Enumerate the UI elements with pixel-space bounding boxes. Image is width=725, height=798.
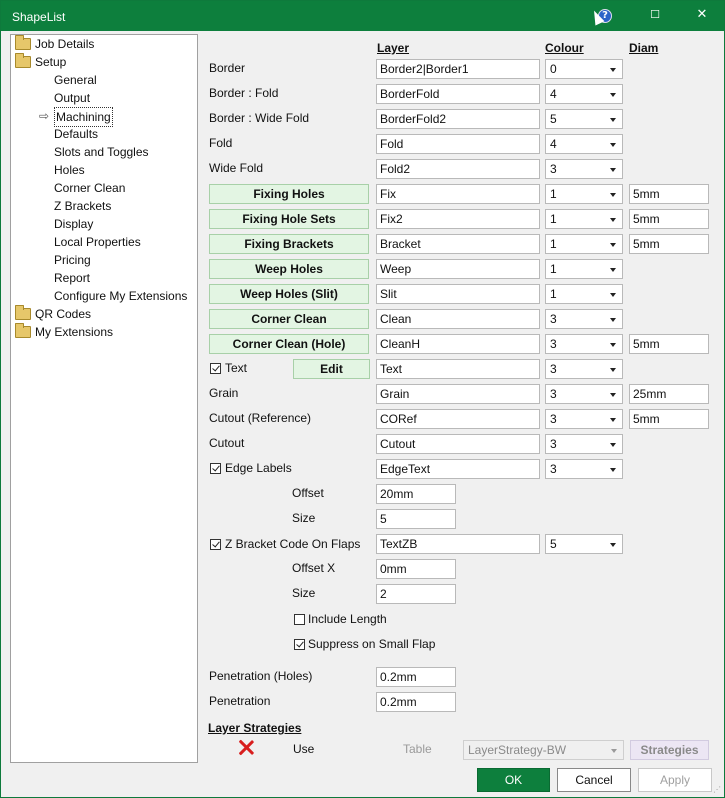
colour-value: 1 [550,262,557,276]
cutout-colour-select[interactable] [545,434,623,454]
chevron-down-icon [610,118,616,122]
tree-item-configure-my-extensions[interactable] [11,287,197,305]
fixing-holes-layer-input[interactable]: Fix [376,184,540,204]
offset-x-input[interactable]: 0mm [376,559,456,579]
fixing-hole-sets-layer-input[interactable]: Fix2 [376,209,540,229]
fixing-holes-colour-select[interactable] [545,184,623,204]
colour-value: 3 [550,412,557,426]
tree-item-pricing[interactable] [11,251,197,269]
penetration-label: Penetration [209,694,271,708]
include-length-label: Include Length [308,612,387,626]
ok-button[interactable]: OK [477,768,550,792]
text-colour-select[interactable] [545,359,623,379]
selection-arrow-icon: ⇨ [39,109,50,123]
z-bracket-colour-value: 5 [550,537,557,551]
corner-clean-layer-input[interactable]: Clean [376,309,540,329]
grain-label: Grain [209,386,239,400]
tree-item-label: Defaults [54,127,99,141]
folder-icon [15,38,31,50]
fixing-holes-diam-input[interactable]: 5mm [629,184,709,204]
chevron-down-icon [610,218,616,222]
tree-item-label: QR Codes [35,307,92,321]
wide-fold-layer-input[interactable]: Fold2 [376,159,540,179]
suppress-small-flap-checkbox[interactable] [294,639,305,650]
tree-item-general[interactable] [11,71,197,89]
chevron-down-icon [610,143,616,147]
layer-strategies-heading: Layer Strategies [208,721,302,735]
fixing-brackets-button[interactable]: Fixing Brackets [209,234,369,254]
edge-size-input[interactable]: 5 [376,509,456,529]
penetration-holes-input[interactable]: 0.2mm [376,667,456,687]
tree-item-label: Report [54,271,91,285]
tree-item-job-details[interactable] [11,35,197,53]
chevron-down-icon [610,318,616,322]
tree-item-label: Job Details [35,37,95,51]
chevron-down-icon [610,68,616,72]
tree-item-holes[interactable] [11,161,197,179]
chevron-down-icon [610,168,616,172]
tree-item-label: Setup [35,55,67,69]
z-bracket-checkbox[interactable] [210,539,221,550]
colour-value: 3 [550,362,557,376]
chevron-down-icon [610,393,616,397]
tree-item-label: Holes [54,163,85,177]
tree-item-z-brackets[interactable] [11,197,197,215]
edge-offset-label: Offset [292,486,324,500]
z-bracket-layer-input[interactable]: TextZB [376,534,540,554]
fixing-brackets-colour-select[interactable] [545,234,623,254]
edge-labels-checkbox[interactable] [210,463,221,474]
fold-colour-select[interactable] [545,134,623,154]
tree-item-corner-clean[interactable] [11,179,197,197]
edge-labels-colour-select[interactable] [545,459,623,479]
colour-value: 1 [550,212,557,226]
corner-clean-hole--diam-input[interactable]: 5mm [629,334,709,354]
tree-item-label: Z Brackets [54,199,112,213]
penetration-holes-label: Penetration (Holes) [209,669,313,683]
fold-label: Fold [209,136,233,150]
machining-panel [199,34,721,763]
weep-holes-colour-select[interactable] [545,259,623,279]
strategy-table-select[interactable] [463,740,624,760]
tree-item-label: My Extensions [35,325,114,339]
colour-value: 3 [550,462,557,476]
edge-labels-layer-input[interactable]: EdgeText [376,459,540,479]
tree-item-label: Slots and Toggles [54,145,149,159]
colour-value: 3 [550,387,557,401]
border-fold-label: Border : Fold [209,86,279,100]
cutout-reference--layer-input[interactable]: CORef [376,409,540,429]
red-x-icon[interactable] [237,738,255,756]
z-bracket-colour-select[interactable] [545,534,623,554]
use-label: Use [293,742,315,756]
border-wide-fold-colour-select[interactable] [545,109,623,129]
chevron-down-icon [610,418,616,422]
tree-item-display[interactable] [11,215,197,233]
cutout-reference--diam-input[interactable]: 5mm [629,409,709,429]
weep-holes-layer-input[interactable]: Weep [376,259,540,279]
table-label: Table [403,742,432,756]
tree-item-output[interactable] [11,89,197,107]
diam-header: Diam [629,41,659,55]
cutout-reference--label: Cutout (Reference) [209,411,312,425]
include-length-checkbox[interactable] [294,614,305,625]
colour-value: 4 [550,137,557,151]
cutout-reference--colour-select[interactable] [545,409,623,429]
chevron-down-icon [611,749,617,753]
fixing-holes-button[interactable]: Fixing Holes [209,184,369,204]
fixing-hole-sets-button[interactable]: Fixing Hole Sets [209,209,369,229]
maximize-icon: ☐ [650,8,660,21]
tree-item-label: Output [54,91,91,105]
tree-item-slots-and-toggles[interactable] [11,143,197,161]
cutout-layer-input[interactable]: Cutout [376,434,540,454]
fixing-hole-sets-colour-select[interactable] [545,209,623,229]
colour-value: 1 [550,287,557,301]
chevron-down-icon [610,93,616,97]
colour-value: 3 [550,162,557,176]
text-label: Text [225,361,248,375]
colour-header: Colour [545,41,584,55]
folder-icon [15,308,31,320]
weep-holes-button[interactable]: Weep Holes [209,259,369,279]
offset-x-label: Offset X [292,561,336,575]
text-checkbox[interactable] [210,363,221,374]
chevron-down-icon [610,268,616,272]
title-bar [1,1,724,31]
cutout-label: Cutout [209,436,245,450]
border-layer-input[interactable]: Border2|Border1 [376,59,540,79]
tree-item-label: Pricing [54,253,91,267]
chevron-down-icon [610,443,616,447]
edge-size-label: Size [292,511,316,525]
colour-value: 1 [550,187,557,201]
maximize-button[interactable] [633,3,677,27]
chevron-down-icon [610,468,616,472]
weep-holes-slit--colour-select[interactable] [545,284,623,304]
strategy-table-value: LayerStrategy-BW [468,743,567,757]
chevron-down-icon [610,243,616,247]
colour-value: 1 [550,237,557,251]
fixing-brackets-layer-input[interactable]: Bracket [376,234,540,254]
colour-value: 0 [550,62,557,76]
tree-item-label: Configure My Extensions [54,289,188,303]
tree-item-qr-codes[interactable] [11,305,197,323]
folder-icon [15,326,31,338]
colour-value: 3 [550,437,557,451]
fixing-hole-sets-diam-input[interactable]: 5mm [629,209,709,229]
edge-offset-input[interactable]: 20mm [376,484,456,504]
grain-layer-input[interactable]: Grain [376,384,540,404]
grain-colour-select[interactable] [545,384,623,404]
chevron-down-icon [610,343,616,347]
corner-clean-colour-select[interactable] [545,309,623,329]
border-fold-colour-select[interactable] [545,84,623,104]
border-wide-fold-layer-input[interactable]: BorderFold2 [376,109,540,129]
tree-item-label: Display [54,217,94,231]
fold-layer-input[interactable]: Fold [376,134,540,154]
grain-diam-input[interactable]: 25mm [629,384,709,404]
tree-item-label: Machining [54,107,113,127]
chevron-down-icon [610,543,616,547]
corner-clean-button[interactable]: Corner Clean [209,309,369,329]
corner-clean-hole--button[interactable]: Corner Clean (Hole) [209,334,369,354]
tree-item-report[interactable] [11,269,197,287]
tree-item-my-extensions[interactable] [11,323,197,341]
border-wide-fold-label: Border : Wide Fold [209,111,310,125]
help-icon: ? [598,9,612,23]
wide-fold-label: Wide Fold [209,161,264,175]
edit-text-button[interactable]: Edit [293,359,370,379]
penetration-input[interactable]: 0.2mm [376,692,456,712]
cancel-button[interactable]: Cancel [557,768,631,792]
strategies-button[interactable]: Strategies [630,740,709,760]
window-title: ShapeList [12,10,66,24]
chevron-down-icon [610,368,616,372]
folder-icon [15,56,31,68]
colour-value: 4 [550,87,557,101]
border-fold-layer-input[interactable]: BorderFold [376,84,540,104]
tree-item-defaults[interactable] [11,125,197,143]
tree-item-label: General [54,73,97,87]
border-label: Border [209,61,246,75]
corner-clean-hole--layer-input[interactable]: CleanH [376,334,540,354]
chevron-down-icon [610,293,616,297]
colour-value: 3 [550,337,557,351]
tree-item-machining[interactable] [11,107,197,125]
z-bracket-label: Z Bracket Code On Flaps [225,537,361,551]
fixing-brackets-diam-input[interactable]: 5mm [629,234,709,254]
border-colour-select[interactable] [545,59,623,79]
corner-clean-hole--colour-select[interactable] [545,334,623,354]
colour-value: 3 [550,312,557,326]
layer-header: Layer [377,41,410,55]
weep-holes-slit--layer-input[interactable]: Slit [376,284,540,304]
apply-button[interactable]: Apply [638,768,712,792]
close-button[interactable] [680,3,724,27]
suppress-small-flap-label: Suppress on Small Flap [308,637,436,651]
tree-item-label: Local Properties [54,235,141,249]
z-size-input[interactable]: 2 [376,584,456,604]
resize-grip-icon[interactable]: ⋰ [713,785,721,794]
edge-labels-label: Edge Labels [225,461,292,475]
colour-value: 5 [550,112,557,126]
z-size-label: Size [292,586,316,600]
wide-fold-colour-select[interactable] [545,159,623,179]
chevron-down-icon [610,193,616,197]
tree-item-setup[interactable] [11,53,197,71]
text-layer-input[interactable]: Text [376,359,540,379]
weep-holes-slit--button[interactable]: Weep Holes (Slit) [209,284,369,304]
close-icon: ✕ [696,7,708,22]
navigation-tree [10,34,198,763]
tree-item-label: Corner Clean [54,181,126,195]
tree-item-local-properties[interactable] [11,233,197,251]
